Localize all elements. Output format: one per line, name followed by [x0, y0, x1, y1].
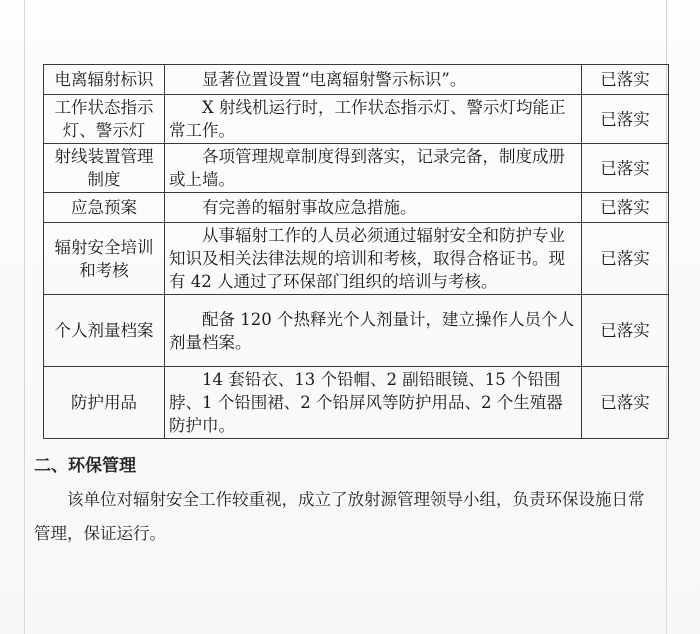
requirement-cell: 从事辐射工作的人员必须通过辐射安全和防护专业知识及相关法律法规的培训和考核，取得合格证书。现有 42 人通过了环保部门组织的培训与考核。	[165, 223, 582, 295]
compliance-table	[43, 64, 669, 439]
requirement-cell: 配备 120 个热释光个人剂量计，建立操作人员个人剂量档案。	[165, 295, 582, 367]
item-cell: 射线装置管理制度	[44, 144, 165, 193]
status-cell: 已落实	[582, 193, 669, 223]
item-cell: 辐射安全培训和考核	[44, 223, 165, 295]
table-row	[44, 144, 669, 193]
status-cell: 已落实	[582, 65, 669, 95]
item-cell: 电离辐射标识	[44, 65, 165, 95]
item-cell: 工作状态指示灯、警示灯	[44, 95, 165, 144]
section-paragraph: 该单位对辐射安全工作较重视，成立了放射源管理领导小组，负责环保设施日常管理，保证运行。	[34, 490, 645, 543]
status-cell: 已落实	[582, 295, 669, 367]
status-cell: 已落实	[582, 367, 669, 439]
requirement-cell: 14 套铅衣、13 个铅帽、2 副铅眼镜、15 个铅围脖、1 个铅围裙、2 个铅屏风等防护用品、2 个生殖器防护巾。	[165, 367, 582, 439]
item-cell: 应急预案	[44, 193, 165, 223]
item-cell: 个人剂量档案	[44, 295, 165, 367]
item-cell: 防护用品	[44, 367, 165, 439]
table-row	[44, 95, 669, 144]
requirement-cell: 有完善的辐射事故应急措施。	[165, 193, 582, 223]
requirement-cell: 显著位置设置“电离辐射警示标识”。	[165, 65, 582, 95]
status-cell: 已落实	[582, 223, 669, 295]
table-row	[44, 295, 669, 367]
status-cell: 已落实	[582, 95, 669, 144]
table-row	[44, 223, 669, 295]
page-border-left	[24, 0, 25, 634]
requirement-cell: X 射线机运行时，工作状态指示灯、警示灯均能正常工作。	[165, 95, 582, 144]
table-row	[44, 65, 669, 95]
table-row	[44, 193, 669, 223]
section-heading: 二、环保管理	[34, 456, 136, 476]
requirement-cell: 各项管理规章制度得到落实，记录完备，制度成册或上墙。	[165, 144, 582, 193]
status-cell: 已落实	[582, 144, 669, 193]
table-row	[44, 367, 669, 439]
